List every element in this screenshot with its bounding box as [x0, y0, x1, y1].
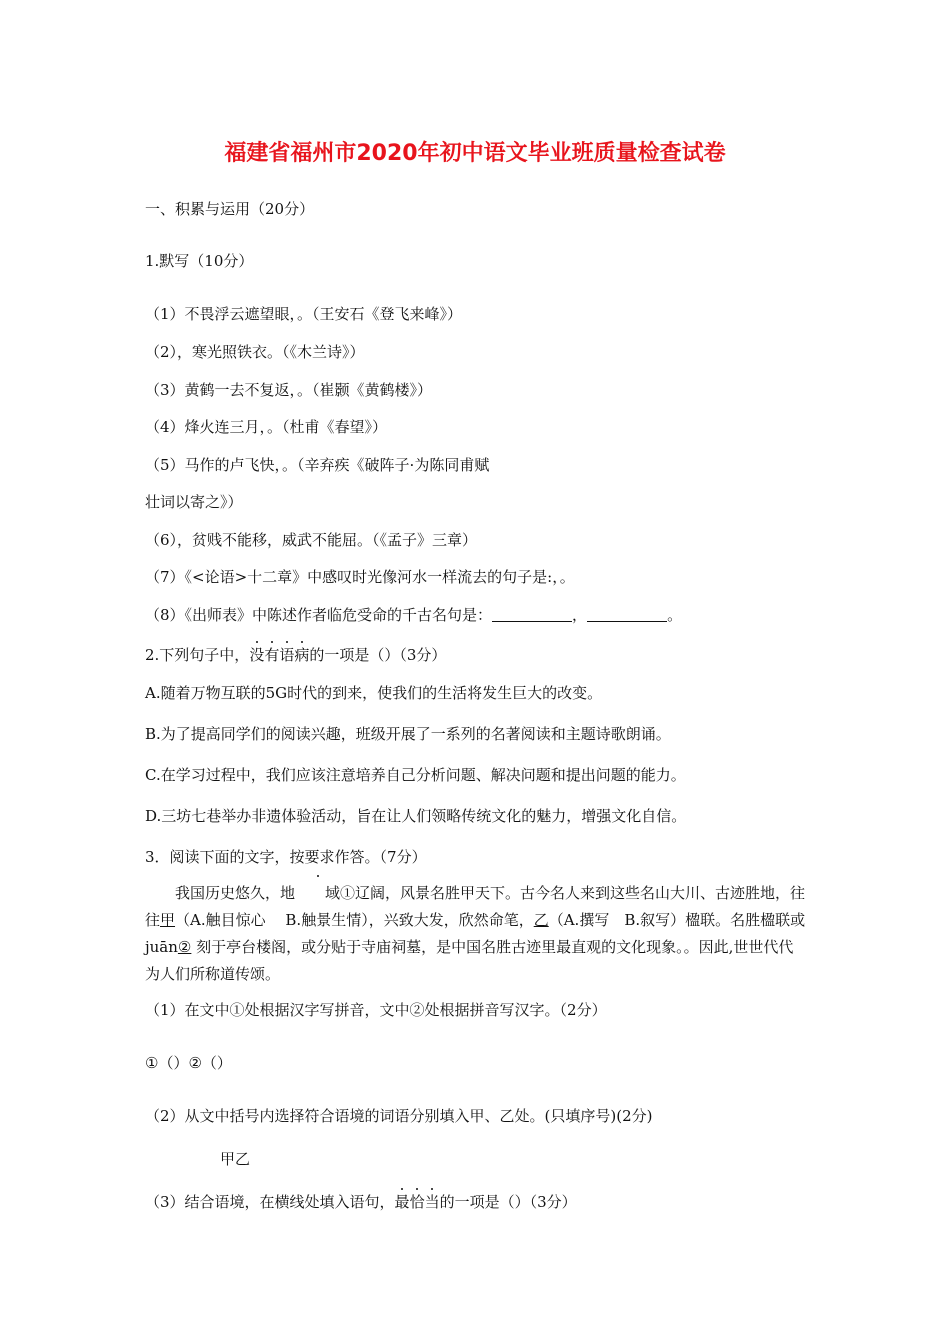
emphasis-char: 语 [279, 646, 295, 664]
emphasis-char: 域 [295, 880, 340, 907]
blank-marker-yi: 乙 [533, 911, 549, 929]
q2-suffix: 的一项是（）（3分） [309, 646, 447, 664]
q1-item-7: （7）《<论语>十二章》中感叹时光像河水一样流去的句子是:，。 [145, 568, 575, 586]
q3-sub-2-answer: 甲乙 [220, 1150, 251, 1168]
q1-item-8-text: （8）《出师表》中陈述作者临危受命的千古名句是： [145, 606, 493, 624]
emphasis-char: 恰 [409, 1193, 425, 1211]
q1-item-5: （5）马作的卢飞快，。（辛弃疾《破阵子·为陈同甫赋 [145, 456, 490, 474]
blank-marker-jia: 甲 [160, 911, 176, 929]
q1-item-1: （1）不畏浮云遮望眼，。（王安石《登飞来峰》） [145, 305, 463, 323]
q3-sub-1-answer: ①（）②（） [145, 1054, 232, 1072]
q2-prefix: 2.下列句子中， [145, 646, 250, 664]
q3-sub-3-prefix: （3）结合语境，在横线处填入语句， [145, 1193, 395, 1211]
q1-item-8-separator: ， [572, 606, 588, 624]
emphasis-char: 病 [294, 646, 310, 664]
emphasis-char: 没 [249, 646, 265, 664]
q1-item-6: （6），贫贱不能移，威武不能屈。（《孟子》三章） [145, 531, 478, 549]
answer-blank-1[interactable] [492, 607, 572, 622]
emphasis-char: 最 [394, 1193, 410, 1211]
blank-marker-2: ② [177, 938, 192, 956]
passage-text: 我国历史悠久，地 [175, 884, 296, 902]
q3-sub-2: （2）从文中括号内选择符合语境的词语分别填入甲、乙处。(只填序号)(2分) [145, 1107, 653, 1125]
question-1-heading: 1.默写（10分） [145, 252, 254, 270]
q3-sub-3 [145, 1193, 577, 1211]
emphasis-char: 有 [264, 646, 280, 664]
question-3-heading: 3．阅读下面的文字，按要求作答。（7分） [145, 848, 427, 866]
section-heading: 一、积累与运用（20分） [145, 200, 315, 218]
passage-text: （A.撰写 B.叙写）楹联。名胜楹联或 juān [145, 911, 806, 956]
q3-passage [145, 880, 807, 988]
q2-option-a: A.随着万物互联的5G时代的到来，使我们的生活将发生巨大的改变。 [145, 684, 603, 702]
page-title: 福建省福州市2020年初中语文毕业班质量检查试卷 [224, 141, 726, 166]
question-2-stem [145, 646, 446, 664]
q2-option-d: D.三坊七巷举办非遗体验活动，旨在让人们领略传统文化的魅力，增强文化自信。 [145, 807, 687, 825]
passage-text: ①辽阔，风景名胜甲天下。古今名人来到这些名山大川、古迹胜地，往往 [145, 884, 806, 929]
q1-item-8 [145, 606, 682, 624]
passage-text: 刻于亭台楼阁，或分贴于寺庙祠墓，是中国名胜古迹里最直观的文化现象。。因此,世世代代为人们所称道传颂。 [145, 938, 794, 983]
q2-option-c: C.在学习过程中，我们应该注意培养自己分析问题、解决问题和提出问题的能力。 [145, 766, 686, 784]
emphasis-char: 当 [424, 1193, 440, 1211]
q3-sub-3-suffix: 的一项是（）（3分） [439, 1193, 577, 1211]
q1-item-5-continued: 壮词以寄之》） [145, 493, 243, 511]
answer-blank-2[interactable] [587, 607, 667, 622]
q1-item-3: （3）黄鹤一去不复返，。（崔颢《黄鹤楼》） [145, 381, 433, 399]
q1-item-4: （4）烽火连三月，。（杜甫《春望》） [145, 418, 388, 436]
passage-text: （A.触目惊心 B.触景生情），兴致大发，欣然命笔， [175, 911, 534, 929]
q1-item-8-end: 。 [667, 606, 683, 624]
q1-item-2: （2），寒光照铁衣。（《木兰诗》） [145, 343, 365, 361]
q3-sub-1: （1）在文中①处根据汉字写拼音，文中②处根据拼音写汉字。（2分） [145, 1001, 607, 1019]
q2-option-b: B.为了提高同学们的阅读兴趣，班级开展了一系列的名著阅读和主题诗歌朗诵。 [145, 725, 671, 743]
